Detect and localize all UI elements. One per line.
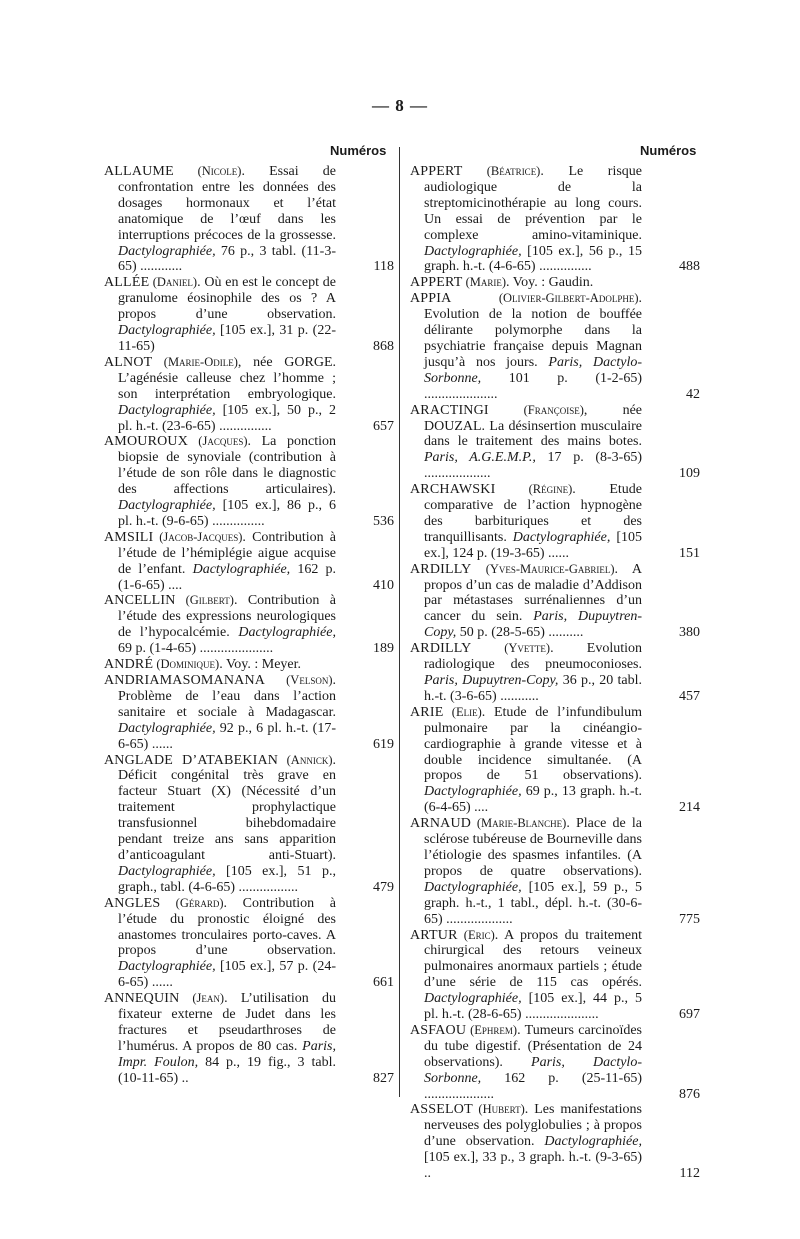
author-name: ANGLADE D’ATABEKIAN bbox=[104, 752, 279, 768]
entry-number: 876 bbox=[679, 1086, 700, 1102]
author-given-name: (Jacob-Jacques) bbox=[153, 529, 243, 544]
author-name: ARTUR bbox=[410, 927, 458, 943]
entry-number: 697 bbox=[679, 1007, 700, 1023]
column-header-right: Numéros bbox=[640, 143, 697, 158]
thesis-entry bbox=[104, 275, 394, 355]
author-name: ANCELLIN bbox=[104, 593, 176, 609]
entry-number: 112 bbox=[679, 1166, 700, 1182]
entry-publisher: Dactylographiée, bbox=[118, 243, 216, 259]
thesis-entry bbox=[410, 816, 700, 927]
entry-text: . Le risque audiologique de la streptomicinothérapie au long cours. Un essai de prévention par le complexe amino-vitaminique. bbox=[424, 164, 642, 243]
entry-details: 84 p., 19 fig., 3 tabl. (10-11-65) .. bbox=[118, 1054, 336, 1086]
author-name: ASFAOU bbox=[410, 1022, 467, 1038]
entry-publisher: Dactylographiée, bbox=[424, 879, 522, 895]
entry-text: . Place de la sclérose tubéreuse de Bourneville dans l’étiologie des spasmes infantiles. (A propos de quatre observations). bbox=[424, 816, 642, 879]
entry-publisher: Dactylographiée, bbox=[118, 959, 216, 975]
entry-text: . L’utilisation du fixateur externe de Judet dans les fractures et pseudarthroses de l’humérus. A propos de 80 cas. bbox=[118, 991, 337, 1054]
right-column bbox=[410, 164, 700, 1182]
entry-details: 69 p. (1-4-65) ..................... bbox=[118, 641, 274, 657]
entry-publisher: Paris, Impr. Foulon, bbox=[118, 1038, 336, 1070]
author-name: APPIA bbox=[410, 291, 452, 307]
thesis-entry bbox=[410, 275, 700, 291]
author-name: ARACTINGI bbox=[410, 402, 489, 418]
entry-number: 619 bbox=[373, 736, 394, 752]
entry-details: [105 ex.], 56 p., 15 graph. h.-t. (4-6-65) ............... bbox=[424, 243, 642, 275]
entry-publisher: Dactylographiée, bbox=[424, 243, 522, 259]
thesis-entry bbox=[410, 291, 700, 402]
author-name: ANDRIAMASOMANANA bbox=[104, 673, 266, 688]
author-name: ALNOT bbox=[104, 354, 153, 370]
author-name: ASSELOT bbox=[410, 1102, 473, 1118]
entry-details: [105 ex.], 59 p., 5 graph. h.-t., 1 tabl., dépl. h.-t. (30-6-65) ................... bbox=[424, 879, 642, 927]
entry-details: [105 ex.], 124 p. (19-3-65) ...... bbox=[424, 529, 642, 561]
entry-publisher: Dactylographiée, bbox=[512, 529, 611, 545]
author-given-name: (Elie) bbox=[443, 704, 482, 719]
author-given-name: (Jacques) bbox=[188, 434, 248, 449]
entry-number: 479 bbox=[373, 879, 394, 895]
thesis-entry bbox=[410, 1102, 700, 1182]
entry-text: . Evolution radiologique des pneumoconioses. bbox=[424, 641, 642, 673]
entry-publisher: Paris, Dactylo-Sorbonne, bbox=[424, 1054, 642, 1086]
entry-number: 214 bbox=[679, 800, 700, 816]
entry-publisher: Dactylographiée, bbox=[118, 863, 216, 879]
entry-number: 151 bbox=[679, 545, 700, 561]
entry-publisher: Dactylographiée, bbox=[118, 323, 216, 339]
entry-details: [105 ex.], 51 p., graph., tabl. (4-6-65) ................. bbox=[118, 863, 336, 895]
thesis-entry bbox=[104, 529, 394, 594]
entry-text: . Tumeurs carcinoïdes du tube digestif. (Présentation de 24 observations). bbox=[424, 1022, 643, 1070]
entry-number: 827 bbox=[373, 1070, 394, 1086]
entry-details: [105 ex.], 44 p., 5 pl. h.-t. (28-6-65) ..................... bbox=[424, 991, 642, 1023]
thesis-entry bbox=[410, 704, 700, 816]
thesis-entry bbox=[410, 927, 700, 1023]
entry-text: . Voy. : Meyer. bbox=[219, 657, 302, 673]
entry-details: 101 p. (1-2-65) ..................... bbox=[424, 370, 642, 402]
entry-publisher: Dactylographiée, bbox=[118, 402, 216, 418]
thesis-entry bbox=[410, 402, 700, 483]
entry-number: 536 bbox=[373, 513, 394, 529]
column-header-left: Numéros bbox=[330, 143, 387, 158]
author-given-name: (Yvette) bbox=[471, 641, 551, 656]
entry-details: [105 ex.], 57 p. (24-6-65) ...... bbox=[118, 959, 336, 991]
thesis-entry bbox=[104, 991, 394, 1086]
author-given-name: (Marie) bbox=[462, 275, 507, 290]
entry-details: 17 p. (8-3-65) ................... bbox=[424, 450, 642, 482]
author-name: AMOUROUX bbox=[104, 434, 189, 450]
author-given-name: (Daniel) bbox=[149, 275, 198, 290]
entry-text: . A propos d’un cas de maladie d’Addison par métastases surrénaliennes d’un cancer du sein. bbox=[424, 561, 642, 625]
thesis-entry bbox=[104, 593, 394, 657]
thesis-entry bbox=[410, 641, 700, 705]
entry-details: 76 p., 3 tabl. (11-3-65) ............ bbox=[118, 243, 336, 275]
entry-number: 118 bbox=[373, 259, 394, 275]
entry-text: . Les manifestations nerveuses des polyglobulies ; à propos d’une observation. bbox=[424, 1102, 642, 1150]
author-given-name: (Jean) bbox=[179, 991, 225, 1006]
entry-publisher: Paris, Dactylo-Sorbonne, bbox=[424, 354, 642, 386]
author-given-name: (Béatrice) bbox=[462, 164, 541, 178]
author-given-name: (Gérard) bbox=[160, 895, 224, 910]
entry-publisher: Dactylographiée, bbox=[544, 1134, 642, 1150]
author-given-name: (Nicole) bbox=[173, 164, 242, 178]
author-given-name: (Marie-Blanche) bbox=[471, 816, 567, 831]
entry-number: 775 bbox=[679, 911, 700, 927]
author-name: ARDILLY bbox=[410, 641, 472, 657]
entry-details: 50 p. (28-5-65) .......... bbox=[456, 625, 584, 641]
entry-publisher: Paris, Dupuytren-Copy, bbox=[424, 673, 559, 688]
thesis-entry bbox=[104, 164, 394, 275]
author-given-name: (Annick) bbox=[278, 752, 333, 767]
page-number: — 8 — bbox=[372, 96, 428, 115]
entry-publisher: Paris, A.G.E.M.P., bbox=[424, 450, 536, 466]
author-name: ARCHAWSKI bbox=[410, 482, 496, 498]
entry-number: 661 bbox=[373, 975, 394, 991]
entry-text: . A propos du traitement chirurgical des retours veineux pulmonaires anormaux partiels ; étude d’une série de 115 cas opérés. bbox=[424, 927, 642, 991]
entry-number: 488 bbox=[679, 259, 700, 275]
entry-text: . Contribution à l’étude des expressions neurologiques de l’hypocalcémie. bbox=[118, 593, 337, 641]
column-divider bbox=[399, 147, 400, 1097]
entry-details: [105 ex.], 33 p., 3 graph. h.-t. (9-3-65) .. bbox=[424, 1150, 642, 1182]
entry-number: 42 bbox=[686, 386, 700, 402]
entry-publisher: Dactylographiée, bbox=[192, 561, 291, 577]
entry-details: 92 p., 6 pl. h.-t. (17-6-65) ...... bbox=[118, 720, 336, 752]
author-name: APPERT bbox=[410, 164, 463, 179]
thesis-entry bbox=[410, 561, 700, 642]
entry-text: . Déficit congénital très grave en facteur Stuart (X) (Nécessité d’un traitement prophylactique transfusionnel bihebdomadaire pendant treize ans sans apparition d’anticoagulant anti-Stuart). bbox=[118, 752, 336, 863]
thesis-entry bbox=[104, 434, 394, 529]
thesis-entry bbox=[104, 657, 394, 673]
entry-details: [105 ex.], 31 p. (22-11-65) bbox=[118, 323, 336, 354]
entry-number: 868 bbox=[373, 338, 394, 354]
entry-text: . Essai de confrontation entre les données des dosages hormonaux et l’état anatomique de l’œuf dans les interruptions précoces de la grossesse. bbox=[118, 164, 336, 243]
entry-number: 380 bbox=[679, 625, 700, 641]
left-column bbox=[104, 164, 394, 1087]
author-name: ALLAUME bbox=[104, 164, 174, 179]
entry-text: . Où en est le concept de granulome éosinophile des os ? A propos d’une observation. bbox=[118, 275, 336, 323]
entry-publisher: Dactylographiée, bbox=[424, 991, 522, 1007]
entry-text: . Contribution à l’étude du pronostic éloigné des anastomes tronculaires porto-caves. A propos d’une observation. bbox=[118, 895, 336, 959]
author-given-name: (Yves-Maurice-Gabriel) bbox=[471, 561, 615, 576]
entry-number: 109 bbox=[679, 466, 700, 482]
thesis-entry bbox=[410, 482, 700, 562]
entry-text: . Evolution de la notion de bouffée délirante polymorphe dans la psychiatrie française depuis Magnan jusqu’à nos jours. bbox=[424, 291, 642, 370]
thesis-entry bbox=[104, 752, 394, 896]
entry-text: . Problème de l’eau dans l’action sanitaire et sociale à Madagascar. bbox=[118, 673, 336, 720]
author-given-name: (Olivier-Gilbert-Adolphe) bbox=[451, 291, 639, 306]
entry-text: . Etude comparative de l’action hypnogène des barbituriques et des tranquillisants. bbox=[424, 482, 642, 545]
author-given-name: (Marie-Odile) bbox=[152, 354, 238, 369]
author-given-name: (Gilbert) bbox=[175, 593, 234, 608]
entry-details: [105 ex.], 86 p., 6 pl. h.-t. (9-6-65) ............... bbox=[118, 498, 336, 529]
author-name: ARNAUD bbox=[410, 816, 472, 832]
entry-publisher: Dactylographiée, bbox=[424, 784, 522, 800]
author-name: APPERT bbox=[410, 275, 463, 291]
author-name: ARDILLY bbox=[410, 561, 472, 577]
author-given-name: (Ephrem) bbox=[466, 1022, 518, 1037]
author-given-name: (Eric) bbox=[457, 927, 495, 942]
author-given-name: (Régine) bbox=[495, 482, 573, 497]
author-name: AMSILI bbox=[104, 529, 154, 545]
entry-number: 410 bbox=[373, 577, 394, 593]
entry-details: 69 p., 13 graph. h.-t. (6-4-65) .... bbox=[424, 784, 642, 816]
author-name: ARIE bbox=[410, 704, 444, 720]
entry-publisher: Dactylographiée, bbox=[238, 625, 336, 641]
entry-number: 457 bbox=[679, 688, 700, 704]
entry-details: [105 ex.], 50 p., 2 pl. h.-t. (23-6-65) ............... bbox=[118, 402, 336, 434]
entry-text: . Etude de l’infundibulum pulmonaire par la cinéangio-cardiographie à grande vitesse et à double incidence simultanée. (A propos de 51 observations). bbox=[424, 704, 642, 784]
author-given-name: (Velson) bbox=[265, 673, 333, 687]
author-given-name: (Françoise) bbox=[488, 402, 584, 417]
author-name: ANNEQUIN bbox=[104, 991, 180, 1007]
entry-details: 36 p., 20 tabl. h.-t. (3-6-65) ........... bbox=[424, 673, 643, 704]
author-given-name: (Dominique) bbox=[153, 657, 220, 672]
entry-text: . Contribution à l’étude de l’hémiplégie aigue acquise de l’enfant. bbox=[118, 529, 336, 577]
thesis-entry bbox=[104, 673, 394, 753]
author-name: ANGLES bbox=[104, 895, 161, 911]
entry-number: 657 bbox=[373, 418, 394, 434]
thesis-entry bbox=[104, 354, 394, 435]
entry-number: 189 bbox=[373, 641, 394, 657]
entry-text: . La ponction biopsie de synoviale (contribution à l’étude de son rôle dans le diagnostic des affections articulaires). bbox=[118, 434, 336, 498]
thesis-entry bbox=[104, 895, 394, 991]
entry-publisher: Dactylographiée, bbox=[118, 720, 216, 736]
author-given-name: (Hubert) bbox=[472, 1102, 525, 1117]
thesis-entry bbox=[410, 164, 700, 275]
entry-text: , née GORGE. L’agénésie calleuse chez l’homme ; son interprétation embryologique. bbox=[118, 354, 336, 402]
entry-text: . Voy. : Gaudin. bbox=[506, 275, 594, 291]
thesis-entry bbox=[410, 1022, 700, 1103]
author-name: ANDRÉ bbox=[104, 657, 154, 673]
entry-publisher: Dactylographiée, bbox=[118, 498, 216, 514]
entry-details: 162 p. (1-6-65) .... bbox=[118, 561, 336, 593]
entry-details: 162 p. (25-11-65) .................... bbox=[424, 1070, 642, 1102]
entry-text: , née DOUZAL. La désinsertion musculaire dans le traitement des mains botes. bbox=[424, 402, 642, 450]
entry-publisher: Paris, Dupuytren-Copy, bbox=[424, 609, 642, 641]
author-name: ALLÉE bbox=[104, 275, 150, 291]
